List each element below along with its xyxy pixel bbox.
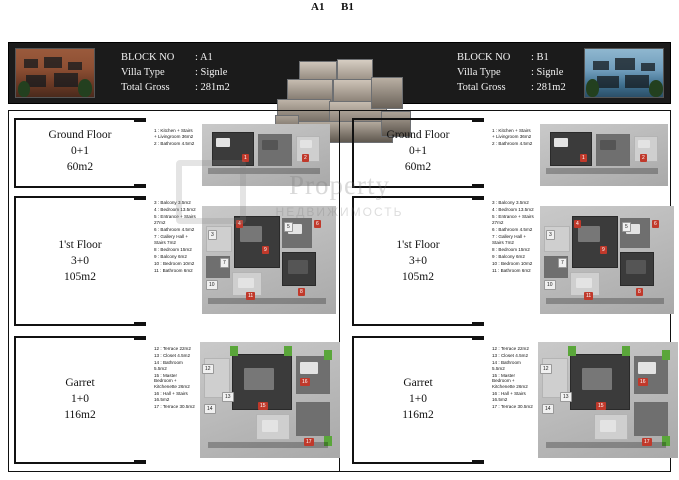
block-no-value-b1: : B1	[531, 52, 549, 63]
plan-tag: 6	[316, 221, 319, 227]
legend-item: 8 : Bedroom 15m2	[154, 246, 192, 252]
ground-title-a1: Ground Floor	[48, 129, 112, 141]
garret-area-a1: 116m2	[64, 409, 96, 421]
garret-area-b1: 116m2	[402, 409, 434, 421]
plan-tag: 16	[640, 379, 646, 385]
ground-area-b1: 60m2	[404, 161, 432, 173]
plan-tag: 16	[302, 379, 308, 385]
watermark-subtext: НЕДВИЖИМОСТЬ	[275, 205, 404, 219]
top-label-b1: B1	[341, 1, 354, 13]
total-gross-label-b1: Total Gross	[457, 82, 506, 93]
garret-rooms-a1: 1+0	[71, 393, 89, 405]
plan-tag: 3	[546, 230, 555, 240]
legend-item: 1 : Kitchen + Stairs + Livingroom 36m2	[154, 128, 194, 139]
plan-tag: 9	[264, 247, 267, 253]
ground-title-b1: Ground Floor	[386, 129, 450, 141]
plan-ground-b1	[540, 124, 668, 186]
plan-tag: 7	[558, 258, 567, 268]
floor-block-garret-b1	[352, 336, 670, 464]
ground-rooms-b1: 0+1	[409, 145, 427, 157]
plan-tag: 1	[244, 155, 247, 161]
legend-item: 6 : Bathroom 4.5m2	[492, 226, 533, 232]
legend-item: 11 : Bathroom 6m2	[492, 267, 531, 273]
plan-tag: 15	[598, 403, 604, 409]
plan-tag: 6	[654, 221, 657, 227]
legend-item: 3 : Balcony 3.5m2	[492, 200, 529, 205]
legend-item: 16 : Hall + Stairs 16.5m2	[492, 391, 526, 402]
header-info-b1	[457, 50, 566, 95]
block-no-label-b1: BLOCK NO	[457, 52, 511, 63]
top-block-labels	[0, 0, 679, 16]
legend-item: 6 : Bathroom 4.5m2	[154, 226, 195, 232]
plan-tag: 13	[222, 392, 234, 402]
legend-item: 16 : Hall + Stairs 16.5m2	[154, 391, 188, 402]
first-rooms-a1: 3+0	[71, 255, 89, 267]
header-info-a1	[121, 50, 230, 95]
first-area-a1: 105m2	[64, 271, 96, 283]
first-legend-b1	[492, 200, 534, 275]
legend-item: 5 : Entrance + Stairs 27m2	[492, 214, 534, 225]
ground-legend-a1	[154, 128, 196, 148]
legend-item: 5 : Entrance + Stairs 27m2	[154, 214, 196, 225]
plan-garret-b1	[538, 342, 678, 458]
plan-tag: 12	[202, 364, 214, 374]
legend-item: 7 : Gallery Hall + Stairs 7m2	[492, 233, 527, 245]
plan-first-a1	[202, 206, 336, 314]
plan-tag: 8	[638, 289, 641, 295]
villa-type-value-a1: : Signle	[195, 67, 228, 78]
legend-item: 14 : Bathroom 5.5m2	[492, 360, 521, 371]
ground-legend-b1	[492, 128, 534, 148]
first-legend-a1	[154, 200, 196, 275]
legend-item: 13 : Closet 4.5m2	[492, 353, 529, 359]
legend-item: 4 : Bedroom 13.5m2	[154, 207, 196, 213]
plan-tag: 17	[306, 439, 312, 445]
plan-tag: 14	[204, 404, 216, 414]
top-label-a1: A1	[311, 1, 325, 13]
legend-item: 2 : Bathroom 4.5m2	[492, 140, 533, 146]
legend-item: 4 : Bedroom 13.5m2	[492, 207, 534, 213]
first-title-a1: 1'st Floor	[58, 239, 102, 251]
legend-item: 10 : Bedroom 10m2	[154, 260, 195, 266]
plan-tag: 14	[542, 404, 554, 414]
legend-item: 7 : Gallery Hall + Stairs 7m2	[154, 233, 189, 245]
plan-tag: 15	[260, 403, 266, 409]
plan-tag: 4	[576, 221, 579, 227]
legend-item: 3 : Balcony 3.5m2	[154, 200, 191, 205]
first-title-b1: 1'st Floor	[396, 239, 440, 251]
garret-legend-b1	[492, 346, 534, 411]
plan-tag: 10	[544, 280, 556, 290]
legend-item: 15 : Master Bedroom + Kitchenette 26m2	[492, 372, 528, 390]
watermark-text: Property	[289, 170, 390, 200]
floor-block-garret-a1	[14, 336, 332, 464]
first-area-b1: 105m2	[402, 271, 434, 283]
floor-block-first-a1	[14, 196, 332, 326]
garret-rooms-b1: 1+0	[409, 393, 427, 405]
plan-tag: 8	[300, 289, 303, 295]
legend-item: 15 : Master Bedroom + Kitchenette 26m2	[154, 372, 190, 390]
legend-item: 17 : Terrace 30.5m2	[492, 403, 533, 409]
total-gross-label-a1: Total Gross	[121, 82, 170, 93]
legend-item: 2 : Bathroom 4.5m2	[154, 140, 195, 146]
plan-tag: 10	[206, 280, 218, 290]
total-gross-value-b1: : 281m2	[531, 82, 566, 93]
plan-tag: 9	[602, 247, 605, 253]
plan-first-b1	[540, 206, 674, 314]
plan-tag: 3	[208, 230, 217, 240]
first-rooms-b1: 3+0	[409, 255, 427, 267]
legend-item: 9 : Balcony 6m2	[492, 253, 525, 259]
villa-type-value-b1: : Signle	[531, 67, 564, 78]
plan-garret-a1	[200, 342, 340, 458]
villa-type-label-b1: Villa Type	[457, 67, 501, 78]
legend-item: 10 : Bedroom 10m2	[492, 260, 533, 266]
legend-item: 14 : Bathroom 5.5m2	[154, 360, 183, 371]
villa-photo-b1	[584, 48, 664, 98]
legend-item: 17 : Terrace 30.5m2	[154, 403, 195, 409]
plan-tag: 1	[582, 155, 585, 161]
plan-tag: 2	[304, 155, 307, 161]
garret-legend-a1	[154, 346, 196, 411]
legend-item: 8 : Bedroom 15m2	[492, 246, 530, 252]
plan-tag: 7	[220, 258, 229, 268]
villa-photo-a1	[15, 48, 95, 98]
block-no-label-a1: BLOCK NO	[121, 52, 175, 63]
plan-tag: 17	[644, 439, 650, 445]
villa-type-label-a1: Villa Type	[121, 67, 165, 78]
plan-ground-a1	[202, 124, 330, 186]
legend-item: 11 : Bathroom 6m2	[154, 267, 193, 273]
plan-tag: 2	[642, 155, 645, 161]
total-gross-value-a1: : 281m2	[195, 82, 230, 93]
legend-item: 13 : Closet 4.5m2	[154, 353, 191, 359]
floor-block-ground-a1	[14, 118, 332, 188]
block-no-value-a1: : A1	[195, 52, 213, 63]
ground-rooms-a1: 0+1	[71, 145, 89, 157]
plan-tag: 12	[540, 364, 552, 374]
legend-item: 9 : Balcony 6m2	[154, 253, 187, 259]
legend-item: 12 : Terrace 22m2	[154, 346, 191, 351]
garret-title-a1: Garret	[65, 377, 95, 389]
plan-tag: 4	[238, 221, 241, 227]
garret-title-b1: Garret	[403, 377, 433, 389]
legend-item: 12 : Terrace 22m2	[492, 346, 529, 351]
plan-tag: 11	[248, 293, 254, 299]
floor-block-ground-b1	[352, 118, 670, 188]
plan-tag: 13	[560, 392, 572, 402]
plan-tag: 5	[284, 222, 293, 232]
header-band	[8, 42, 671, 104]
floor-block-first-b1	[352, 196, 670, 326]
legend-item: 1 : Kitchen + Stairs + Livingroom 36m2	[492, 128, 532, 139]
plan-tag: 5	[622, 222, 631, 232]
ground-area-a1: 60m2	[66, 161, 94, 173]
plan-tag: 11	[586, 293, 592, 299]
